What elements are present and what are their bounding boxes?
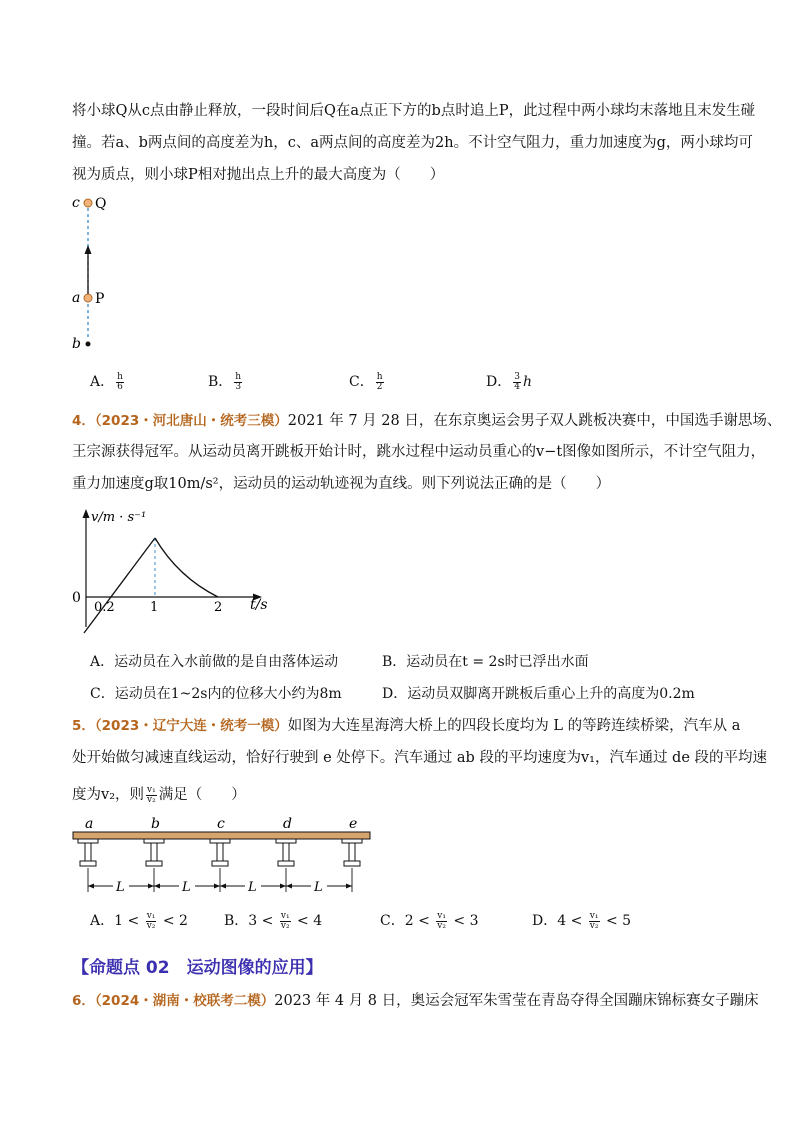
bridge-label-d: d [283,816,292,832]
q3-text-line-2: 撞。若a、b两点间的高度差为h，c、a两点间的高度差为2h。不计空气阻力，重力加速度为g，两小球均可 [72,135,753,151]
bridge-label-c: c [217,816,225,832]
q3-label-q: Q [95,196,107,212]
q4-graph-origin: 0 [72,590,81,606]
q4-graph-ylabel: v/m · s⁻¹ [91,510,147,525]
bridge-label-e: e [349,816,358,832]
q4-text-line-1: 4．（2023・河北唐山・统考三模）2021 年 7 月 28 日，在东京奥运会男子双人跳板决赛中，中国选手谢思场、 [72,413,782,429]
q4-option-c: C．运动员在1~2s内的位移大小约为8m [90,686,342,702]
q5-option-a: A．1 < $\frac{\text{v₁}}{\text{v₂}}$ < 2 [90,910,188,931]
q4-option-b: B．运动员在t = 2s时已浮出水面 [382,654,589,670]
q6-text-line-1: 6．（2024・湖南・校联考二模）2023 年 4 月 8 日，奥运会冠军朱雪莹在青岛夺得全国蹦床锦标赛女子蹦床 [72,993,759,1009]
q5-option-d: D．4 < $\frac{\text{v₁}}{\text{v₂}}$ < 5 [532,910,632,931]
span-label-2: L [182,880,191,895]
q5-text-line-1: 5．（2023・辽宁大连・统考一模）如图为大连星海湾大桥上的四段长度均为 L 的等跨连续桥梁，汽车从 a [72,718,741,734]
bridge-piers [78,839,362,866]
q4-graph-tick-0-2: 0.2 [94,600,115,615]
q3-option-a: A． $\frac{h}{6}$ [90,371,123,392]
q3-text-line-3: 视为质点，则小球P相对抛出点上升的最大高度为（ ） [72,167,445,183]
q4-graph-tick-2: 2 [214,600,223,615]
q3-label-p: P [95,291,105,307]
q5-text-line-2: 处开始做匀减速直线运动，恰好行驶到 e 处停下。汽车通过 ab 段的平均速度为v₁，汽车通过 de 段的平均速 [72,750,768,766]
q4-text-line-2: 王宗源获得冠军。从运动员离开跳板开始计时，跳水过程中运动员重心的v−t图像如图所示，不计空气阻力， [72,444,766,460]
q5-text-line-3: 度为v₂，则 $\frac{\text{v₁}}{\text{v₂}}$ 满足（ ） [72,784,246,805]
q4-text-line-3: 重力加速度g取10m/s²，运动员的运动轨迹视为直线。则下列说法正确的是（ ） [72,476,611,492]
q3-option-c: C． $\frac{h}{2}$ [349,371,383,392]
q5-number: 5． [72,718,95,734]
q4-number: 4． [72,413,95,429]
bridge-deck [73,832,370,839]
q6-number: 6． [72,993,95,1009]
q6-source: （2024・湖南・校联考二模） [94,993,275,1009]
q3-label-b: b [72,336,81,352]
q3-figure [66,190,136,355]
q5-option-b: B．3 < $\frac{\text{v₁}}{\text{v₂}}$ < 4 [224,910,323,931]
q3-text-line-1: 将小球Q从c点由静止释放，一段时间后Q在a点正下方的b点时追上P，此过程中两小球均末落地且末发生碰 [72,103,756,119]
q4-source: （2023・河北唐山・统考三模） [94,413,288,429]
q5-bridge-figure [66,812,376,907]
q4-graph-xlabel: t/s [250,597,268,613]
span-label-3: L [248,880,257,895]
q3-option-d: D． $\frac{3}{4}$ h [486,371,532,392]
bridge-label-a: a [85,816,94,832]
q5-source: （2023・辽宁大连・统考一模） [94,718,288,734]
q3-option-b: B． $\frac{h}{3}$ [208,371,242,392]
q3-label-a: a [72,290,81,306]
q5-option-c: C．2 < $\frac{\text{v₁}}{\text{v₂}}$ < 3 [380,910,479,931]
q4-option-a: A．运动员在入水前做的是自由落体运动 [90,654,339,670]
section-heading: 【命题点 02 运动图像的应用】 [72,958,323,978]
q4-option-d: D．运动员双脚离开跳板后重心上升的高度为0.2m [382,686,695,702]
span-label-1: L [116,880,125,895]
span-label-4: L [314,880,323,895]
q3-label-c: c [72,195,80,211]
q4-vt-graph [66,505,281,635]
q4-graph-tick-1: 1 [150,600,159,615]
bridge-label-b: b [151,816,160,832]
